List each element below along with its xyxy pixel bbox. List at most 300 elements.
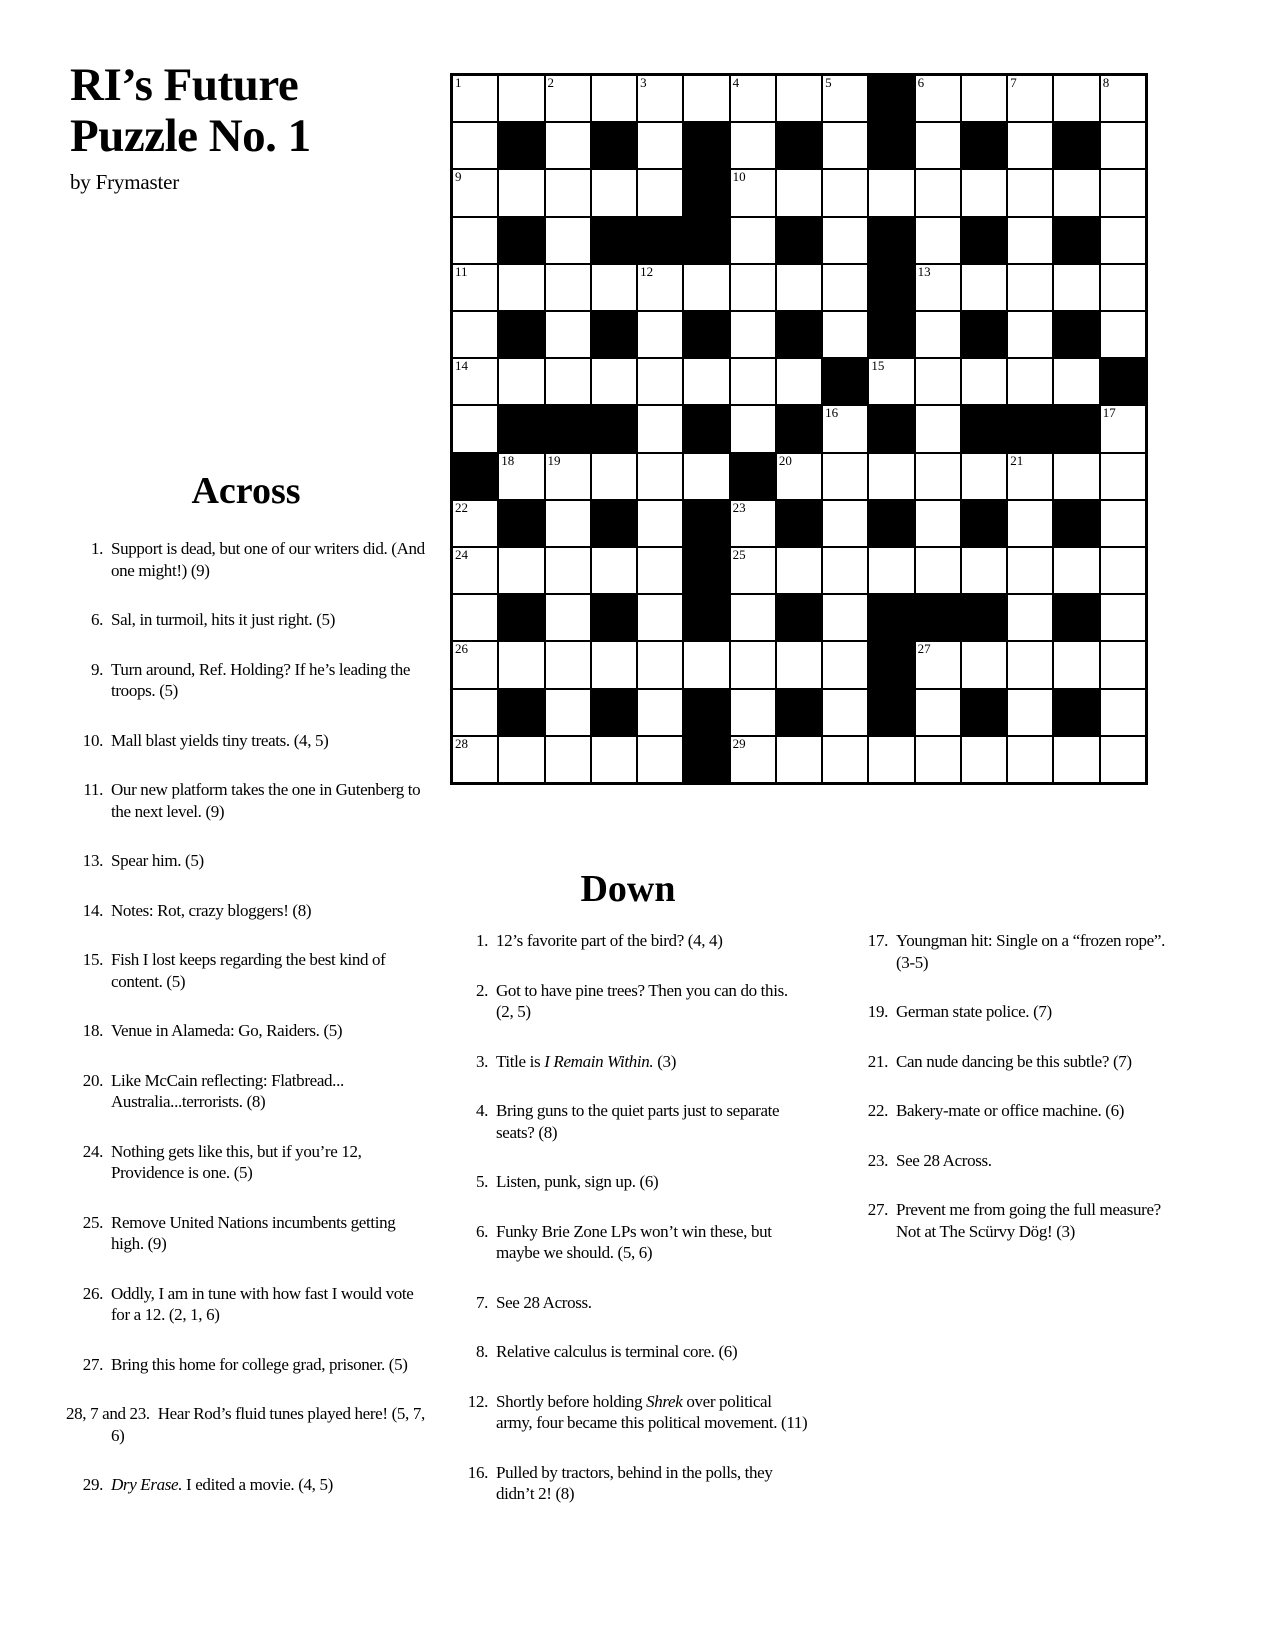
clue-number: 4.: [475, 1101, 488, 1120]
clue-number: 29.: [82, 1475, 103, 1494]
clue-number: 19.: [867, 1002, 888, 1021]
grid-cell[interactable]: [1008, 454, 1052, 499]
grid-cell[interactable]: [1101, 642, 1145, 687]
cell-number: 18: [501, 452, 515, 468]
grid-cell[interactable]: [546, 454, 590, 499]
grid-cell[interactable]: [638, 642, 682, 687]
clue-text: Bakery-mate or office machine. (6): [896, 1101, 1125, 1120]
grid-cell[interactable]: [731, 265, 775, 310]
grid-cell[interactable]: [453, 690, 497, 735]
clue-text: Like McCain reflecting: Flatbread... Australia...terrorists. (8): [111, 1070, 344, 1111]
grid-cell[interactable]: [1008, 218, 1052, 263]
grid-cell[interactable]: [1054, 642, 1098, 687]
grid-cell[interactable]: [453, 76, 497, 121]
clue-text: Turn around, Ref. Holding? If he’s leading the troops. (5): [111, 659, 411, 700]
clue-number: 20.: [82, 1070, 103, 1090]
grid-cell[interactable]: [916, 170, 960, 215]
grid-cell[interactable]: [1008, 76, 1052, 121]
grid-cell[interactable]: [916, 406, 960, 451]
grid-cell[interactable]: [592, 737, 636, 782]
cell-number: 6: [917, 75, 925, 90]
clue: [66, 730, 426, 752]
grid-cell[interactable]: [731, 170, 775, 215]
grid-cell[interactable]: [731, 76, 775, 121]
puzzle-title-line2: Puzzle No. 1: [70, 110, 311, 163]
clue-number: 13.: [82, 851, 103, 870]
grid-cell[interactable]: [1008, 548, 1052, 593]
grid-cell[interactable]: [1101, 406, 1145, 451]
clue: [66, 949, 426, 992]
grid-cell-black: [869, 690, 913, 735]
clue-number: 10.: [82, 730, 103, 750]
grid-cell[interactable]: [592, 454, 636, 499]
grid-cell[interactable]: [1101, 595, 1145, 640]
grid-cell[interactable]: [1101, 170, 1145, 215]
clue: [840, 1051, 1170, 1073]
cell-number: 25: [732, 547, 746, 562]
grid-cell[interactable]: [638, 737, 682, 782]
grid-cell-black: [962, 595, 1006, 640]
grid-cell[interactable]: [499, 170, 543, 215]
grid-cell[interactable]: [546, 359, 590, 404]
grid-cell[interactable]: [916, 501, 960, 546]
grid-cell[interactable]: [499, 737, 543, 782]
clue-text: Shortly before holding Shrek over political army, four became this political movement. (11): [496, 1391, 808, 1432]
grid-cell[interactable]: [823, 501, 867, 546]
grid-cell[interactable]: [638, 312, 682, 357]
grid-cell[interactable]: [546, 218, 590, 263]
grid-cell-black: [684, 218, 728, 263]
clue-number: 16.: [467, 1462, 488, 1482]
clue-number: 17.: [867, 931, 888, 950]
cell-number: 2: [547, 75, 555, 90]
grid-cell-black: [869, 642, 913, 687]
clue-text: Bring this home for college grad, prisoner. (5): [111, 1354, 408, 1374]
grid-cell-black: [592, 312, 636, 357]
grid-cell[interactable]: [1101, 218, 1145, 263]
grid-cell[interactable]: [499, 642, 543, 687]
grid-cell[interactable]: [916, 454, 960, 499]
cell-number: 13: [917, 263, 931, 279]
grid-cell[interactable]: [546, 501, 590, 546]
grid-cell-black: [592, 123, 636, 168]
grid-cell[interactable]: [1054, 359, 1098, 404]
grid-cell[interactable]: [546, 548, 590, 593]
clue: [448, 1341, 808, 1363]
grid-cell[interactable]: [823, 265, 867, 310]
clue-number: 27.: [82, 1354, 103, 1374]
grid-cell[interactable]: [638, 406, 682, 451]
grid-cell[interactable]: [1008, 690, 1052, 735]
grid-cell[interactable]: [1101, 690, 1145, 735]
grid-cell[interactable]: [684, 265, 728, 310]
grid-cell-black: [684, 501, 728, 546]
grid-cell[interactable]: [453, 218, 497, 263]
grid-cell[interactable]: [962, 265, 1006, 310]
grid-cell-black: [777, 406, 821, 451]
puzzle-title-line1: RI’s Future: [70, 59, 299, 111]
grid-cell[interactable]: [777, 642, 821, 687]
grid-cell-black: [962, 312, 1006, 357]
grid-cell-black: [869, 123, 913, 168]
clue-number: 6.: [90, 610, 103, 629]
grid-cell[interactable]: [731, 218, 775, 263]
grid-cell-black: [777, 501, 821, 546]
grid-cell[interactable]: [453, 595, 497, 640]
clue-text: Mall blast yields tiny treats. (4, 5): [111, 730, 329, 750]
grid-cell[interactable]: [1008, 595, 1052, 640]
cell-number: 14: [455, 358, 468, 374]
clue-text: Bring guns to the quiet parts just to separate seats? (8): [496, 1101, 780, 1142]
grid-cell[interactable]: [916, 312, 960, 357]
grid-cell[interactable]: [1101, 76, 1145, 121]
title-block: [70, 60, 460, 195]
grid-cell[interactable]: [869, 170, 913, 215]
grid-cell-black: [962, 690, 1006, 735]
grid-cell-black: [499, 690, 543, 735]
grid-cell-black: [1054, 690, 1098, 735]
clue-text: Relative calculus is terminal core. (6): [496, 1342, 738, 1361]
cell-number: 12: [640, 263, 654, 279]
grid-cell[interactable]: [592, 265, 636, 310]
grid-cell-black: [592, 595, 636, 640]
grid-cell[interactable]: [962, 642, 1006, 687]
grid-cell-black: [684, 595, 728, 640]
grid-cell[interactable]: [638, 548, 682, 593]
grid-cell[interactable]: [916, 218, 960, 263]
grid-cell[interactable]: [453, 123, 497, 168]
clue: [66, 1020, 426, 1042]
grid-cell[interactable]: [592, 359, 636, 404]
grid-cell[interactable]: [823, 76, 867, 121]
grid-cell[interactable]: [546, 123, 590, 168]
clue: [840, 1199, 1170, 1242]
cell-number: 21: [1010, 452, 1024, 468]
grid-cell-black: [684, 406, 728, 451]
grid-cell[interactable]: [453, 312, 497, 357]
grid-cell[interactable]: [1101, 454, 1145, 499]
grid-cell[interactable]: [638, 359, 682, 404]
clue-number: 7.: [475, 1292, 488, 1312]
grid-cell[interactable]: [1054, 737, 1098, 782]
grid-cell[interactable]: [1008, 265, 1052, 310]
grid-cell[interactable]: [823, 312, 867, 357]
grid-cell-black: [1054, 218, 1098, 263]
grid-cell[interactable]: [962, 359, 1006, 404]
grid-cell-black: [869, 406, 913, 451]
grid-cell[interactable]: [546, 170, 590, 215]
grid-cell-black: [592, 501, 636, 546]
grid-cell-black: [869, 595, 913, 640]
grid-cell[interactable]: [1101, 548, 1145, 593]
clue-text: See 28 Across.: [896, 1150, 992, 1170]
grid-cell-black: [777, 595, 821, 640]
grid-cell[interactable]: [546, 642, 590, 687]
grid-cell[interactable]: [777, 359, 821, 404]
grid-cell[interactable]: [546, 737, 590, 782]
grid-cell[interactable]: [916, 737, 960, 782]
grid-cell[interactable]: [1008, 170, 1052, 215]
grid-cell[interactable]: [823, 548, 867, 593]
grid-cell[interactable]: [1054, 454, 1098, 499]
clue: [66, 900, 426, 922]
clue-number: 23.: [867, 1150, 888, 1170]
grid-cell[interactable]: [869, 359, 913, 404]
puzzle-title: [70, 60, 460, 162]
grid-cell[interactable]: [869, 548, 913, 593]
clue-number: 28, 7 and 23.: [66, 1404, 150, 1423]
cell-number: 9: [455, 169, 462, 185]
clue: [66, 1212, 426, 1255]
grid-cell-black: [869, 312, 913, 357]
grid-cell[interactable]: [777, 454, 821, 499]
grid-cell[interactable]: [823, 123, 867, 168]
grid-cell[interactable]: [592, 548, 636, 593]
grid-cell[interactable]: [499, 359, 543, 404]
clue-number: 12.: [467, 1391, 488, 1411]
clue-text: Oddly, I am in tune with how fast I would vote for a 12. (2, 1, 6): [111, 1283, 414, 1324]
clue-text: Venue in Alameda: Go, Raiders. (5): [111, 1021, 343, 1040]
grid-cell[interactable]: [916, 265, 960, 310]
grid-cell[interactable]: [1008, 312, 1052, 357]
clue-number: 22.: [867, 1101, 888, 1120]
grid-cell[interactable]: [638, 501, 682, 546]
grid-cell[interactable]: [823, 642, 867, 687]
grid-cell-black: [638, 218, 682, 263]
grid-cell[interactable]: [962, 170, 1006, 215]
grid-cell[interactable]: [731, 501, 775, 546]
grid-cell[interactable]: [684, 76, 728, 121]
clue: [840, 930, 1170, 973]
grid-cell[interactable]: [823, 595, 867, 640]
cell-number: 26: [455, 641, 468, 657]
grid-cell[interactable]: [546, 265, 590, 310]
grid-cell[interactable]: [1008, 359, 1052, 404]
grid-cell[interactable]: [453, 548, 497, 593]
grid-cell[interactable]: [1054, 548, 1098, 593]
cell-number: 3: [640, 75, 647, 90]
grid-cell[interactable]: [1054, 170, 1098, 215]
grid-cell[interactable]: [453, 501, 497, 546]
cell-number: 5: [825, 75, 832, 90]
grid-cell[interactable]: [869, 454, 913, 499]
clue: [66, 1354, 426, 1376]
grid-cell-black: [592, 406, 636, 451]
byline: by Frymaster: [70, 170, 179, 195]
grid-cell[interactable]: [777, 737, 821, 782]
grid-cell-black: [684, 312, 728, 357]
clue: [448, 1462, 808, 1505]
grid-cell[interactable]: [869, 737, 913, 782]
grid-cell[interactable]: [499, 548, 543, 593]
grid-cell[interactable]: [962, 737, 1006, 782]
grid-cell[interactable]: [546, 690, 590, 735]
grid-cell[interactable]: [823, 690, 867, 735]
grid-cell[interactable]: [962, 454, 1006, 499]
grid-cell[interactable]: [916, 123, 960, 168]
grid-cell[interactable]: [777, 76, 821, 121]
grid-cell-black: [777, 312, 821, 357]
grid-cell[interactable]: [731, 737, 775, 782]
grid-cell[interactable]: [962, 548, 1006, 593]
across-heading: Across: [191, 470, 301, 512]
grid-cell[interactable]: [916, 359, 960, 404]
grid-cell-black: [1101, 359, 1145, 404]
cell-number: 24: [455, 547, 468, 562]
clue: [66, 1141, 426, 1184]
grid-cell-black: [1054, 123, 1098, 168]
grid-cell-black: [546, 406, 590, 451]
grid-cell[interactable]: [684, 642, 728, 687]
cell-number: 19: [547, 452, 561, 468]
grid-cell[interactable]: [916, 690, 960, 735]
clue-number: 1.: [90, 539, 103, 558]
clue: [66, 538, 426, 581]
grid-cell[interactable]: [684, 359, 728, 404]
grid-cell[interactable]: [638, 690, 682, 735]
grid-cell-black: [962, 218, 1006, 263]
grid-cell[interactable]: [731, 359, 775, 404]
clue-number: 18.: [82, 1021, 103, 1040]
clue-text: 12’s favorite part of the bird? (4, 4): [496, 931, 723, 950]
grid-cell[interactable]: [823, 454, 867, 499]
grid-cell[interactable]: [823, 218, 867, 263]
grid-cell[interactable]: [731, 123, 775, 168]
grid-cell[interactable]: [546, 76, 590, 121]
grid-cell-black: [731, 454, 775, 499]
grid-cell[interactable]: [1101, 123, 1145, 168]
grid-cell[interactable]: [777, 170, 821, 215]
grid-cell-black: [1008, 406, 1052, 451]
clue: [66, 1403, 426, 1446]
grid-cell-black: [869, 76, 913, 121]
clue-text: See 28 Across.: [496, 1292, 592, 1312]
grid-cell[interactable]: [916, 548, 960, 593]
clue: [448, 980, 808, 1023]
clue-number: 26.: [82, 1283, 103, 1303]
grid-cell[interactable]: [638, 454, 682, 499]
grid-cell[interactable]: [499, 454, 543, 499]
grid-cell[interactable]: [638, 76, 682, 121]
grid-cell[interactable]: [916, 642, 960, 687]
grid-cell[interactable]: [453, 737, 497, 782]
grid-cell[interactable]: [823, 170, 867, 215]
grid-cell-black: [592, 218, 636, 263]
crossword-grid: [450, 73, 1148, 785]
down-heading: Down: [580, 868, 676, 910]
grid-cell[interactable]: [453, 265, 497, 310]
grid-cell[interactable]: [638, 595, 682, 640]
clue-text: Listen, punk, sign up. (6): [496, 1172, 659, 1191]
grid-cell-black: [869, 501, 913, 546]
grid-cell[interactable]: [823, 406, 867, 451]
grid-cell[interactable]: [1008, 123, 1052, 168]
grid-cell[interactable]: [1054, 265, 1098, 310]
grid-cell[interactable]: [916, 76, 960, 121]
cell-number: 11: [455, 263, 468, 279]
grid-cell[interactable]: [962, 76, 1006, 121]
grid-cell[interactable]: [453, 642, 497, 687]
grid-cell[interactable]: [1101, 312, 1145, 357]
grid-cell[interactable]: [731, 312, 775, 357]
grid-cell[interactable]: [1008, 501, 1052, 546]
grid-cell[interactable]: [731, 642, 775, 687]
grid-cell[interactable]: [1101, 737, 1145, 782]
clue-number: 24.: [82, 1141, 103, 1161]
grid-cell[interactable]: [453, 170, 497, 215]
clue-text: Got to have pine trees? Then you can do this. (2, 5): [496, 980, 788, 1021]
cell-number: 28: [455, 735, 468, 751]
grid-cell[interactable]: [638, 123, 682, 168]
grid-cell-black: [962, 406, 1006, 451]
grid-cell[interactable]: [453, 359, 497, 404]
cell-number: 10: [732, 169, 746, 185]
grid-cell[interactable]: [499, 76, 543, 121]
clue-number: 1.: [475, 931, 488, 950]
clue-text: German state police. (7): [896, 1002, 1052, 1021]
grid-cell-black: [453, 454, 497, 499]
grid-cell[interactable]: [1101, 501, 1145, 546]
grid-cell[interactable]: [731, 595, 775, 640]
cell-number: 16: [825, 405, 839, 421]
clue-text: Remove United Nations incumbents getting high. (9): [111, 1212, 396, 1253]
grid-cell-black: [499, 218, 543, 263]
clue: [840, 1150, 1170, 1172]
clue: [448, 1391, 808, 1434]
grid-cell-black: [962, 501, 1006, 546]
grid-cell[interactable]: [1101, 265, 1145, 310]
clue-number: 14.: [82, 900, 103, 920]
grid-cell[interactable]: [731, 548, 775, 593]
cell-number: 22: [455, 499, 468, 515]
grid-cell[interactable]: [731, 406, 775, 451]
grid-cell-black: [823, 359, 867, 404]
cell-number: 15: [871, 358, 885, 374]
grid-cell-black: [1054, 312, 1098, 357]
grid-cell[interactable]: [1008, 737, 1052, 782]
grid-cell[interactable]: [592, 170, 636, 215]
clue-text: Spear him. (5): [111, 851, 204, 870]
cell-number: 20: [778, 452, 792, 468]
grid-cell-black: [499, 501, 543, 546]
grid-cell[interactable]: [499, 265, 543, 310]
clue: [840, 1001, 1170, 1023]
grid-cell[interactable]: [453, 406, 497, 451]
grid-cell[interactable]: [592, 76, 636, 121]
grid-cell-black: [869, 265, 913, 310]
down-clue-list-col1: [448, 930, 808, 1533]
grid-cell[interactable]: [731, 690, 775, 735]
grid-cell-black: [916, 595, 960, 640]
clue: [448, 1100, 808, 1143]
grid-cell[interactable]: [684, 454, 728, 499]
cell-number: 27: [917, 641, 931, 657]
grid-cell[interactable]: [777, 265, 821, 310]
grid-cell-black: [684, 548, 728, 593]
grid-cell[interactable]: [638, 265, 682, 310]
clue: [66, 779, 426, 822]
grid-cell[interactable]: [1008, 642, 1052, 687]
grid-cell[interactable]: [546, 312, 590, 357]
grid-cell[interactable]: [592, 642, 636, 687]
clue: [66, 609, 426, 631]
grid-cell[interactable]: [546, 595, 590, 640]
grid-cell[interactable]: [1054, 76, 1098, 121]
clue-number: 6.: [475, 1221, 488, 1241]
grid-cell[interactable]: [777, 548, 821, 593]
grid-cell[interactable]: [823, 737, 867, 782]
grid-cell[interactable]: [638, 170, 682, 215]
